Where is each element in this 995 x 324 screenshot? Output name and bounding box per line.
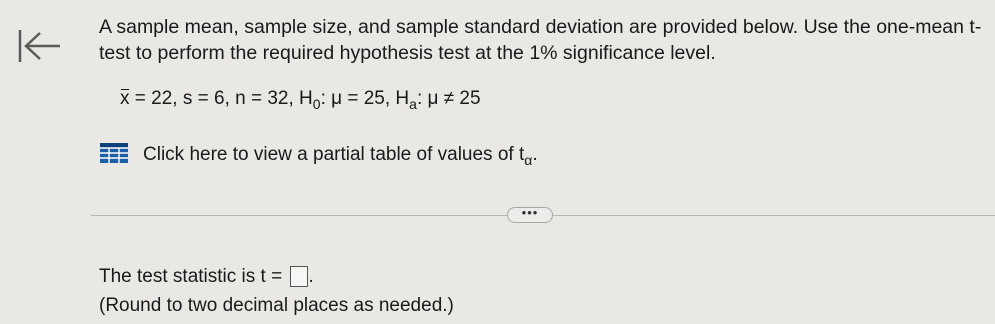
answer-end: . bbox=[308, 266, 314, 287]
given-mean-part: = 22, s = 6, n = 32, H bbox=[129, 88, 313, 109]
table-link-row bbox=[99, 142, 538, 170]
x-bar-symbol: x bbox=[120, 88, 130, 109]
alpha-subscript: α bbox=[524, 152, 533, 168]
alt-hypothesis-part: : μ ≠ 25 bbox=[416, 88, 481, 109]
table-grid-icon[interactable] bbox=[99, 142, 129, 170]
answer-row bbox=[99, 266, 314, 288]
answer-prompt: The test statistic is t = bbox=[99, 266, 288, 287]
question-text: A sample mean, sample size, and sample standard deviation are provided below. Use the one-mean t-test to perform the required hypothesis test at the 1% significance level. bbox=[99, 16, 982, 64]
null-hypothesis-part: : μ = 25, H bbox=[320, 88, 410, 109]
rounding-hint: (Round to two decimal places as needed.) bbox=[99, 295, 454, 316]
table-link-end: . bbox=[532, 144, 538, 165]
table-link[interactable] bbox=[143, 144, 538, 168]
given-values bbox=[120, 88, 481, 112]
more-options-button[interactable]: ••• bbox=[507, 207, 553, 223]
table-link-label: Click here to view a partial table of values of t bbox=[143, 144, 525, 165]
answer-input[interactable] bbox=[290, 266, 308, 287]
h0-subscript: 0 bbox=[312, 96, 321, 112]
ha-subscript: a bbox=[409, 96, 417, 112]
back-arrow-icon[interactable] bbox=[12, 26, 64, 66]
